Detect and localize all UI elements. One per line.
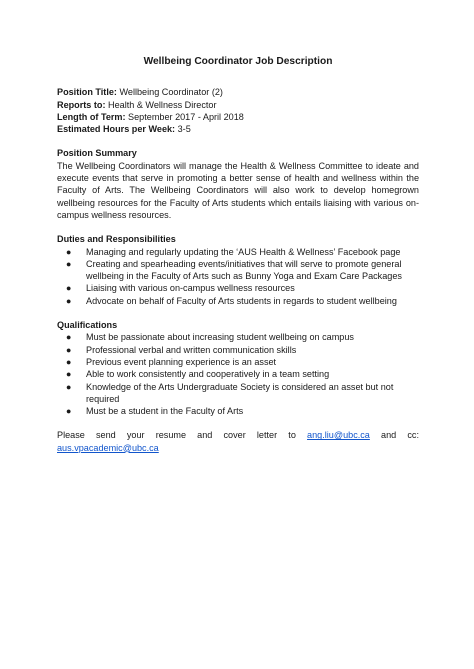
meta-hours-per-week: [57, 123, 419, 135]
document-title: Wellbeing Coordinator Job Description: [143, 56, 333, 67]
meta-value: Wellbeing Coordinator (2): [116, 87, 223, 98]
document-body: [57, 56, 419, 454]
position-summary-heading: Position Summary: [57, 148, 137, 159]
meta-label: Length of Term:: [57, 111, 126, 122]
list-item: [57, 368, 419, 380]
duties-list: [57, 246, 419, 307]
meta-position-title: [57, 86, 419, 98]
bullet-icon: ●: [66, 258, 72, 269]
bullet-icon: ●: [66, 246, 72, 257]
bullet-icon: ●: [66, 381, 72, 392]
position-summary-section: [57, 147, 419, 221]
list-item: [57, 356, 419, 368]
qualifications-heading: Qualifications: [57, 320, 118, 331]
list-item-text: Creating and spearheading events/initiatives that will serve to promote general wellbeing in the Faculty of Arts such as Bunny Yoga and Exam Care Packages: [86, 258, 402, 282]
list-item-text: Previous event planning experience is an asset: [86, 356, 277, 367]
bullet-icon: ●: [66, 332, 72, 343]
meta-label: Position Title:: [57, 87, 117, 98]
list-item: [57, 258, 419, 283]
meta-value: 3-5: [175, 124, 191, 135]
meta-label: Estimated Hours per Week:: [57, 124, 176, 135]
meta-label: Reports to:: [57, 99, 106, 110]
list-item-text: Managing and regularly updating the ‘AUS Health & Wellness’ Facebook page: [86, 246, 401, 257]
list-item-text: Advocate on behalf of Faculty of Arts students in regards to student wellbeing: [86, 295, 397, 306]
meta-reports-to: [57, 99, 419, 111]
bullet-icon: ●: [66, 283, 72, 294]
bullet-icon: ●: [66, 295, 72, 306]
list-item: [57, 295, 419, 307]
list-item: [57, 381, 419, 406]
bullet-icon: ●: [66, 406, 72, 417]
position-summary-text: The Wellbeing Coordinators will manage the Health & Wellness Committee to ideate and execute events that serve in promoting a better sense of health and wellness within the Faculty of Arts. The Wellbeing Coordinators will also work to develop homegrown wellbeing resources for the Faculty of Arts students which entails liaising with various on-campus wellness resources.: [57, 160, 419, 220]
list-item-text: Professional verbal and written communication skills: [86, 344, 297, 355]
list-item-text: Liaising with various on-campus wellness resources: [86, 283, 295, 294]
list-item: [57, 331, 419, 343]
bullet-icon: ●: [66, 344, 72, 355]
list-item: [57, 246, 419, 258]
duties-heading: Duties and Responsibilities: [57, 234, 176, 245]
closing-text: Please send your resume and cover letter to: [57, 430, 308, 441]
meta-value: Health & Wellness Director: [105, 99, 217, 110]
email-link-primary[interactable]: ang.liu@ubc.ca: [307, 430, 370, 441]
list-item-text: Must be a student in the Faculty of Arts: [86, 406, 244, 417]
list-item-text: Able to work consistently and cooperatively in a team setting: [86, 369, 330, 380]
duties-section: [57, 233, 419, 307]
bullet-icon: ●: [66, 356, 72, 367]
list-item: [57, 344, 419, 356]
email-link-cc[interactable]: aus.vpacademic@ubc.ca: [57, 442, 159, 453]
meta-value: September 2017 - April 2018: [125, 111, 244, 122]
list-item-text: Knowledge of the Arts Undergraduate Society is considered an asset but not required: [86, 381, 394, 404]
list-item: [57, 405, 419, 417]
closing-paragraph: [57, 429, 419, 454]
closing-text-cc: and cc:: [369, 430, 419, 441]
meta-length-of-term: [57, 111, 419, 123]
list-item-text: Must be passionate about increasing student wellbeing on campus: [86, 332, 354, 343]
qualifications-section: [57, 319, 419, 417]
meta-block: [57, 86, 419, 135]
list-item: [57, 282, 419, 294]
qualifications-list: [57, 331, 419, 417]
bullet-icon: ●: [66, 369, 72, 380]
